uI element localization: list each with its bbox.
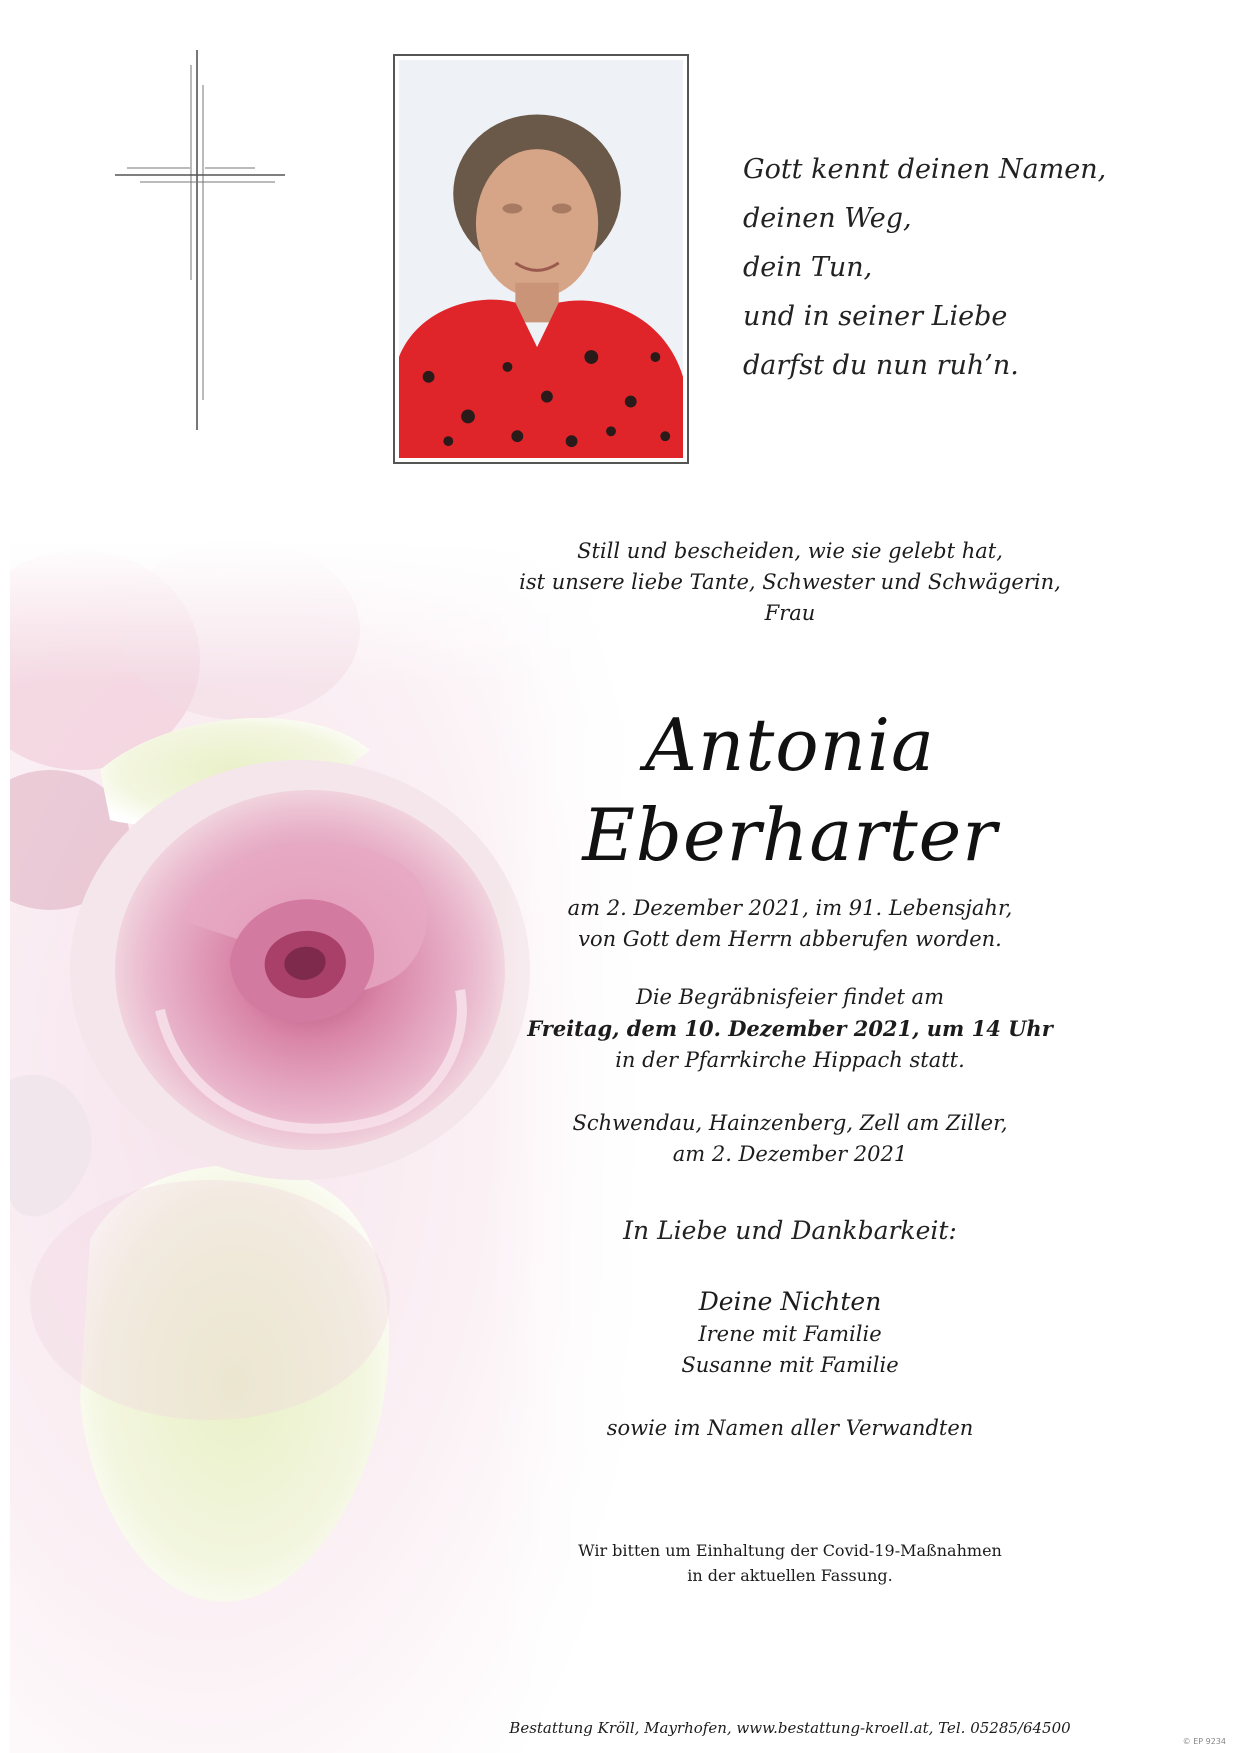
intro-line: Still und bescheiden, wie sie gelebt hat, bbox=[577, 539, 1003, 563]
intro-text bbox=[510, 536, 1070, 629]
place-date bbox=[510, 1108, 1070, 1170]
undertaker-footer: Bestattung Kröll, Mayrhofen, www.bestattung-kroell.at, Tel. 05285/64500 bbox=[509, 1719, 1071, 1737]
poem-line: darfst du nun ruh’n. bbox=[743, 350, 1019, 381]
thanks-heading: In Liebe und Dankbarkeit: bbox=[623, 1216, 957, 1245]
death-info bbox=[510, 893, 1070, 955]
funeral-line: Die Begräbnisfeier findet am bbox=[636, 985, 944, 1009]
mourners bbox=[510, 1285, 1070, 1381]
covid-line: Wir bitten um Einhaltung der Covid-19-Maßnahmen bbox=[578, 1541, 1002, 1560]
intro-line: ist unsere liebe Tante, Schwester und Schwägerin, bbox=[519, 570, 1061, 594]
funeral-info bbox=[510, 982, 1070, 1076]
relatives-line: sowie im Namen aller Verwandten bbox=[606, 1416, 974, 1440]
death-line: von Gott dem Herrn abberufen worden. bbox=[578, 927, 1002, 951]
poem-line: dein Tun, bbox=[743, 252, 873, 283]
portrait-photo bbox=[393, 54, 689, 464]
mourner-name: Irene mit Familie bbox=[698, 1322, 882, 1346]
poem bbox=[743, 145, 1107, 390]
poem-line: Gott kennt deinen Namen, bbox=[743, 154, 1107, 185]
place-line: Schwendau, Hainzenberg, Zell am Ziller, bbox=[572, 1111, 1008, 1135]
print-code: © EP 9234 bbox=[1182, 1737, 1226, 1746]
cross-icon bbox=[115, 50, 285, 430]
deceased-name: Antonia Eberharter bbox=[582, 703, 998, 877]
date-line: am 2. Dezember 2021 bbox=[672, 1142, 908, 1166]
death-line: am 2. Dezember 2021, im 91. Lebensjahr, bbox=[567, 896, 1013, 920]
mourners-heading: Deine Nichten bbox=[698, 1287, 882, 1316]
poem-line: und in seiner Liebe bbox=[743, 301, 1008, 332]
funeral-date-text: Freitag, dem 10. Dezember 2021, um 14 Uhr bbox=[527, 1016, 1053, 1041]
obituary-card bbox=[10, 0, 1230, 1753]
intro-line: Frau bbox=[764, 601, 816, 625]
funeral-line: in der Pfarrkirche Hippach statt. bbox=[615, 1048, 965, 1072]
funeral-date bbox=[510, 1013, 1070, 1045]
covid-line: in der aktuellen Fassung. bbox=[687, 1566, 893, 1585]
poem-line: deinen Weg, bbox=[743, 203, 912, 234]
mourner-name: Susanne mit Familie bbox=[681, 1353, 899, 1377]
covid-note bbox=[510, 1538, 1070, 1588]
